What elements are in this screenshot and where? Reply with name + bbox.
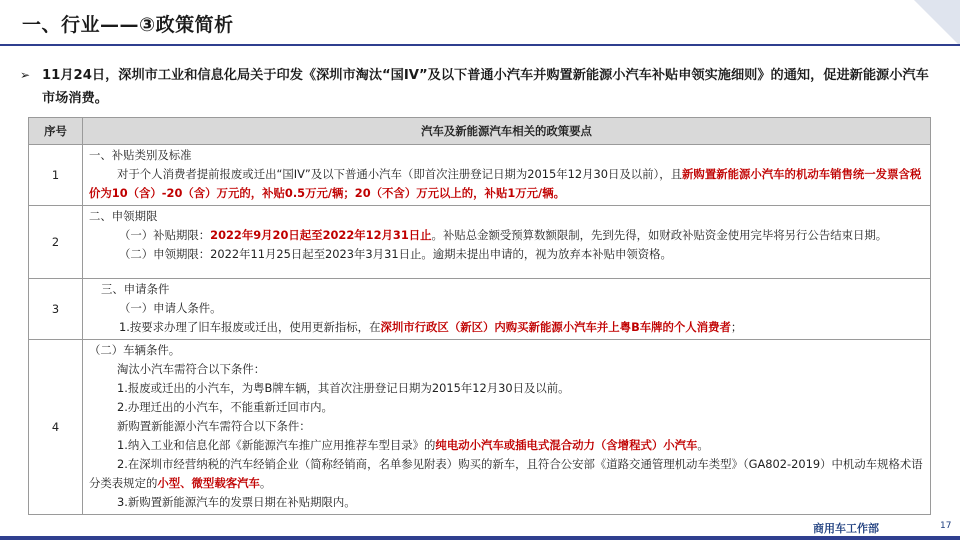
row-content: [83, 206, 931, 279]
row-content: [83, 340, 931, 515]
content-line: 对于个人消费者提前报废或迁出“国IV”及以下普通小汽车（即首次注册登记日期为2015年12月30日及以前），且新购置新能源小汽车的机动车销售统一发票含税价为10（含）-20（含）万元的，补贴0.5万元/辆；20（不含）万元以上的，补贴1万元/辆。: [89, 167, 922, 200]
table-row: [29, 145, 931, 206]
row-number: 1: [29, 145, 83, 206]
content-line: 3.新购置新能源汽车的发票日期在补贴期限内。: [117, 495, 356, 509]
section-heading: （二）车辆条件。: [89, 343, 181, 357]
content-line: 1.按要求办理了旧车报废或迁出，使用更新指标，在深圳市行政区（新区）内购买新能源小汽车并上粤B车牌的个人消费者；: [119, 320, 743, 334]
highlight-text: 纯电动小汽车或插电式混合动力（含增程式）小汽车: [435, 438, 698, 452]
content-line: 1.纳入工业和信息化部《新能源汽车推广应用推荐车型目录》的纯电动小汽车或插电式混合动力（含增程式）小汽车。: [117, 438, 709, 452]
title-underline: [0, 44, 960, 46]
arrow-bullet-icon: ➢: [20, 68, 31, 82]
intro-paragraph: [20, 64, 930, 110]
slide-title: 一、行业——③政策简析: [22, 14, 234, 36]
footer-department: 商用车工作部: [813, 522, 879, 535]
header-number: 序号: [29, 118, 83, 145]
section-heading: 一、补贴类别及标准: [89, 148, 192, 162]
row-number: 3: [29, 279, 83, 340]
highlight-text: 深圳市行政区（新区）内购买新能源小汽车并上粤B车牌的个人消费者: [380, 320, 731, 334]
highlight-text: 2022年9月20日起至2022年12月31日止: [210, 228, 432, 242]
table-row: [29, 279, 931, 340]
content-line: 淘汰小汽车需符合以下条件：: [117, 362, 266, 376]
row-number: 4: [29, 340, 83, 515]
row-content: [83, 145, 931, 206]
row-content: [83, 279, 931, 340]
title-bar: [0, 0, 960, 46]
content-line: （二）申领期限：2022年11月25日起至2023年3月31日止。逾期未提出申请的，视为放弃本补贴申领资格。: [119, 247, 672, 261]
footer-bar: [0, 536, 960, 540]
section-heading: 三、申请条件: [101, 282, 170, 296]
page-number: 17: [940, 521, 952, 531]
highlight-text: 小型、微型载客汽车: [157, 476, 260, 490]
table-header-row: [29, 118, 931, 145]
header-policy-points: 汽车及新能源汽车相关的政策要点: [83, 118, 931, 145]
content-line: 新购置新能源小汽车需符合以下条件：: [117, 419, 311, 433]
table-row: [29, 340, 931, 515]
highlight-text: 新购置新能源小汽车的机动车销售统一发票含税价为10（含）-20（含）万元的，补贴0.5万元/辆；20（不含）万元以上的，补贴1万元/辆。: [89, 167, 922, 200]
content-line: 2.办理迁出的小汽车，不能重新迁回市内。: [117, 400, 333, 414]
section-heading: 二、申领期限: [89, 209, 158, 223]
content-line: （一）申请人条件。: [119, 301, 222, 315]
content-line: 1.报废或迁出的小汽车，为粤B牌车辆，其首次注册登记日期为2015年12月30日及以前。: [117, 381, 570, 395]
intro-text: 11月24日，深圳市工业和信息化局关于印发《深圳市淘汰“国IV”及以下普通小汽车并购置新能源小汽车补贴申领实施细则》的通知，促进新能源小汽车市场消费。: [42, 68, 929, 106]
policy-table: [28, 117, 931, 515]
row-number: 2: [29, 206, 83, 279]
corner-decoration: [914, 0, 960, 46]
table-row: [29, 206, 931, 279]
content-line: 2.在深圳市经营纳税的汽车经销企业（简称经销商，名单参见附表）购买的新车，且符合公安部《道路交通管理机动车类型》（GA802-2019）中机动车规格术语分类表规定的小型、微型载客汽车。: [89, 457, 923, 490]
content-line: （一）补贴期限：2022年9月20日起至2022年12月31日止。补贴总金额受预算数额限制，先到先得，如财政补贴资金使用完毕将另行公告结束日期。: [119, 228, 888, 242]
